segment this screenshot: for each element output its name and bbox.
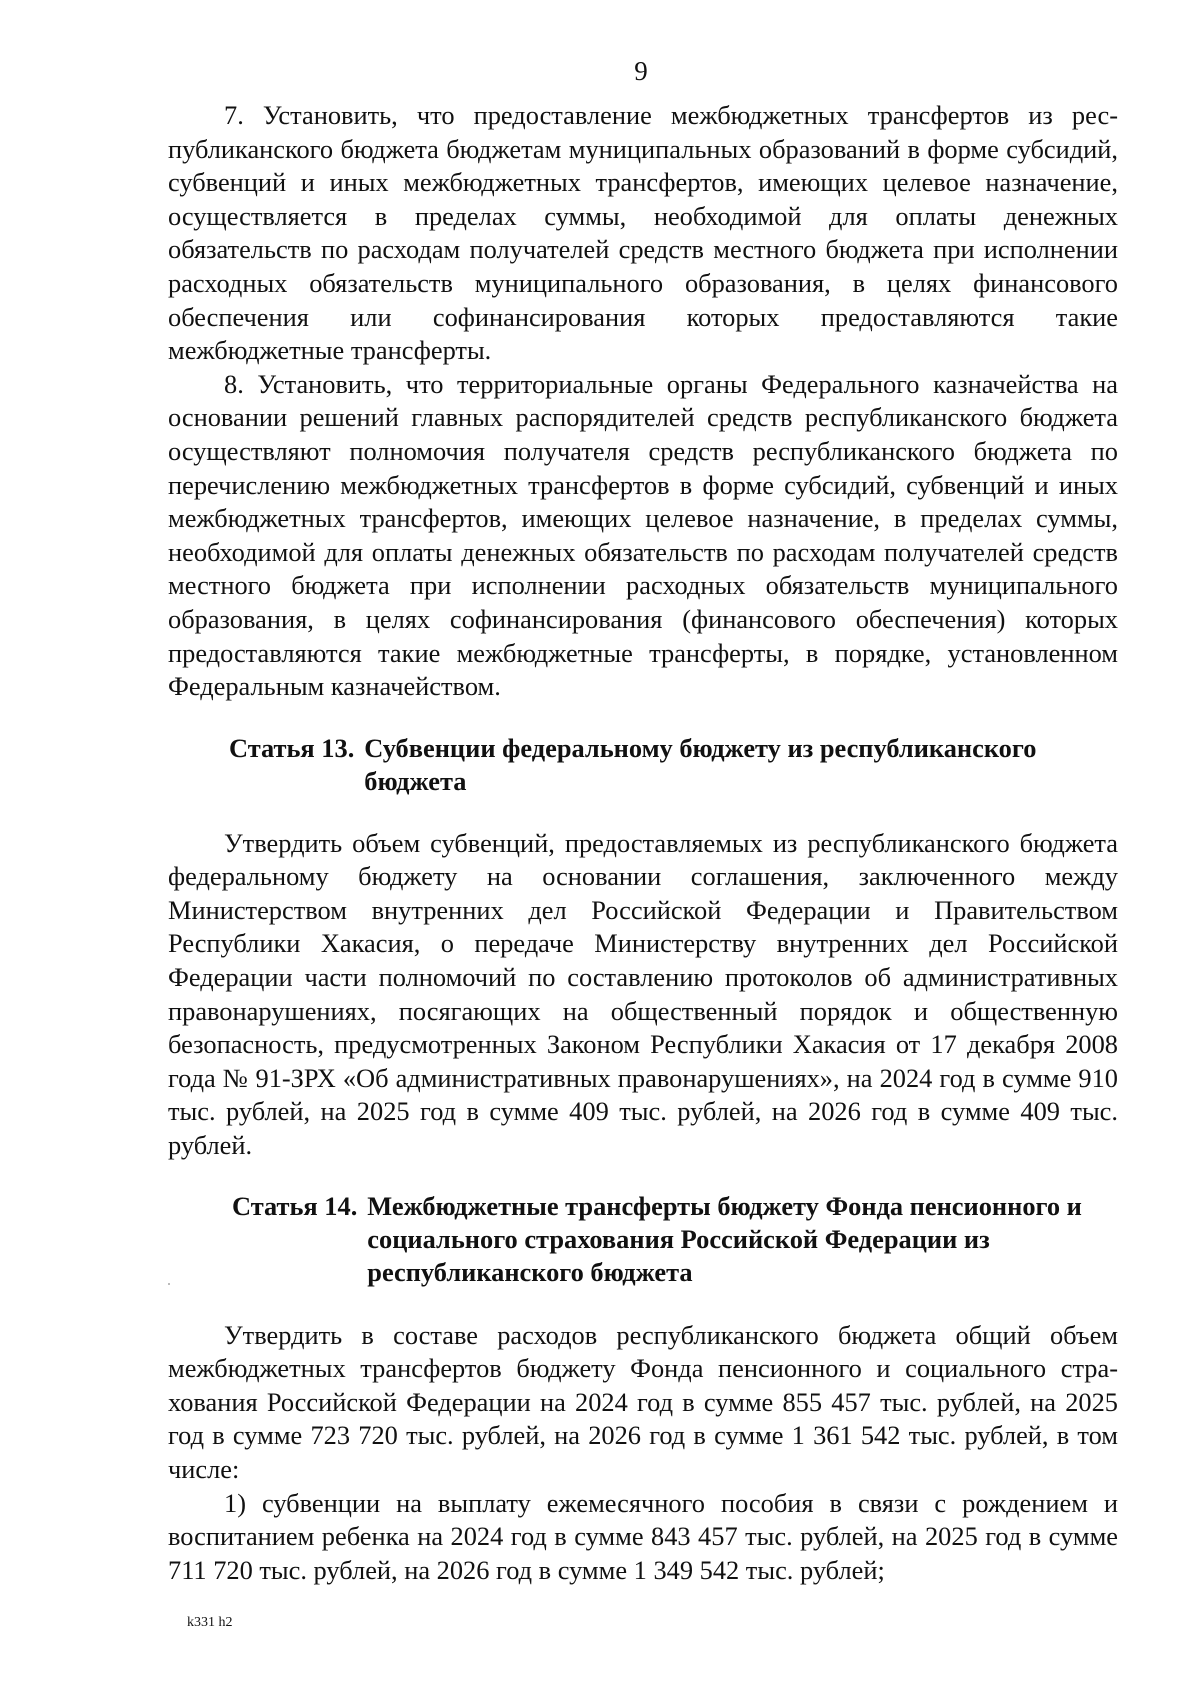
article-13-text: Утвердить объем субвенций, предоставляемых из республиканского бюджета федеральному бюджету на основании соглашения, заключенного между Министерством внутренних дел Российской Федерации и Правительством Республики Хакасия, о передаче Министерству внутренних дел Российской Федерации части полномочий по составлению протоколов об административных правонарушениях, посягающих на общественный порядок и общественную безопасность, предусмотренных Законом Республики Хакасия от 17 декабря 2008 года № 91-ЗРХ «Об административных правонарушениях», на 2024 год в сумме 910 тыс. рублей, на 2025 год в сумме 409 тыс. рублей, на 2026 год в сумме 409 тыс. рублей.: [168, 827, 1118, 1161]
document-body: [168, 99, 1118, 1587]
article-14-item-1: 1) субвенции на выплату ежемесячного пособия в связи с рождением и воспитанием ребенка на 2024 год в сумме 843 457 тыс. рублей, на 2025 год в сумме 711 720 тыс. рублей, на 2026 год в сумме 1 349 542 тыс. рублей;: [168, 1487, 1118, 1585]
scan-speck: [168, 1283, 170, 1285]
article-14-title: Межбюджетные трансферты бюджету Фонда пенсионного и социального страхования Российской Федерации из республиканского бюджета: [367, 1190, 1082, 1287]
paragraph-8: 8. Установить, что территориальные органы Федерального казначейства на основании решений главных распорядителей средств республиканского бюджета осуществляют полномочия получателя средств республиканского бюджета по перечислению межбюджетных трансфертов в форме субсидий, субвенций и иных межбюджетных трансфертов, имеющих целевое назначение, в пределах суммы, необходимой для оплаты денежных обязательств по расходам получателей средств местного бюджета при исполнении расходных обязательств муниципального образования, в целях софинансирования (финансового обеспечения) которых предоставляются такие межбюджетные трансферты, в порядке, установленном Федеральным казначейством.: [168, 368, 1118, 702]
article-13-title: Субвенции федеральному бюджету из республиканского бюджета: [364, 732, 1037, 796]
article-14-number: Статья 14.: [232, 1190, 358, 1221]
page-number: 9: [634, 56, 648, 86]
paragraph-7: 7. Установить, что предоставление межбюджетных трансфертов из республиканского бюджета бюджетам муниципальных образований в форме субсидий, субвенций и иных межбюджетных трансфертов, имеющих целевое назначение, осуществляется в пределах суммы, необходимой для оплаты денежных обязательств по расходам получателей средств местного бюджета при исполнении расходных обязательств муниципального образования, в целях финансового обеспечения или софинансирования которых предоставляются такие межбюджетные трансферты.: [168, 100, 1118, 366]
footer-document-code: k331 h2: [187, 1615, 233, 1630]
article-13-number: Статья 13.: [229, 732, 355, 763]
article-14-heading: [168, 1190, 1118, 1289]
article-14-text: Утвердить в составе расходов республиканского бюджета общий объем межбюджетных трансфертов бюджету Фонда пенсионного и социального страхования Российской Федерации на 2024 год в сумме 855 457 тыс. рублей, на 2025 год в сумме 723 720 тыс. рублей, на 2026 год в сумме 1 361 542 тыс. рублей, в том числе:: [168, 1319, 1118, 1484]
article-13-heading: [168, 732, 1118, 798]
